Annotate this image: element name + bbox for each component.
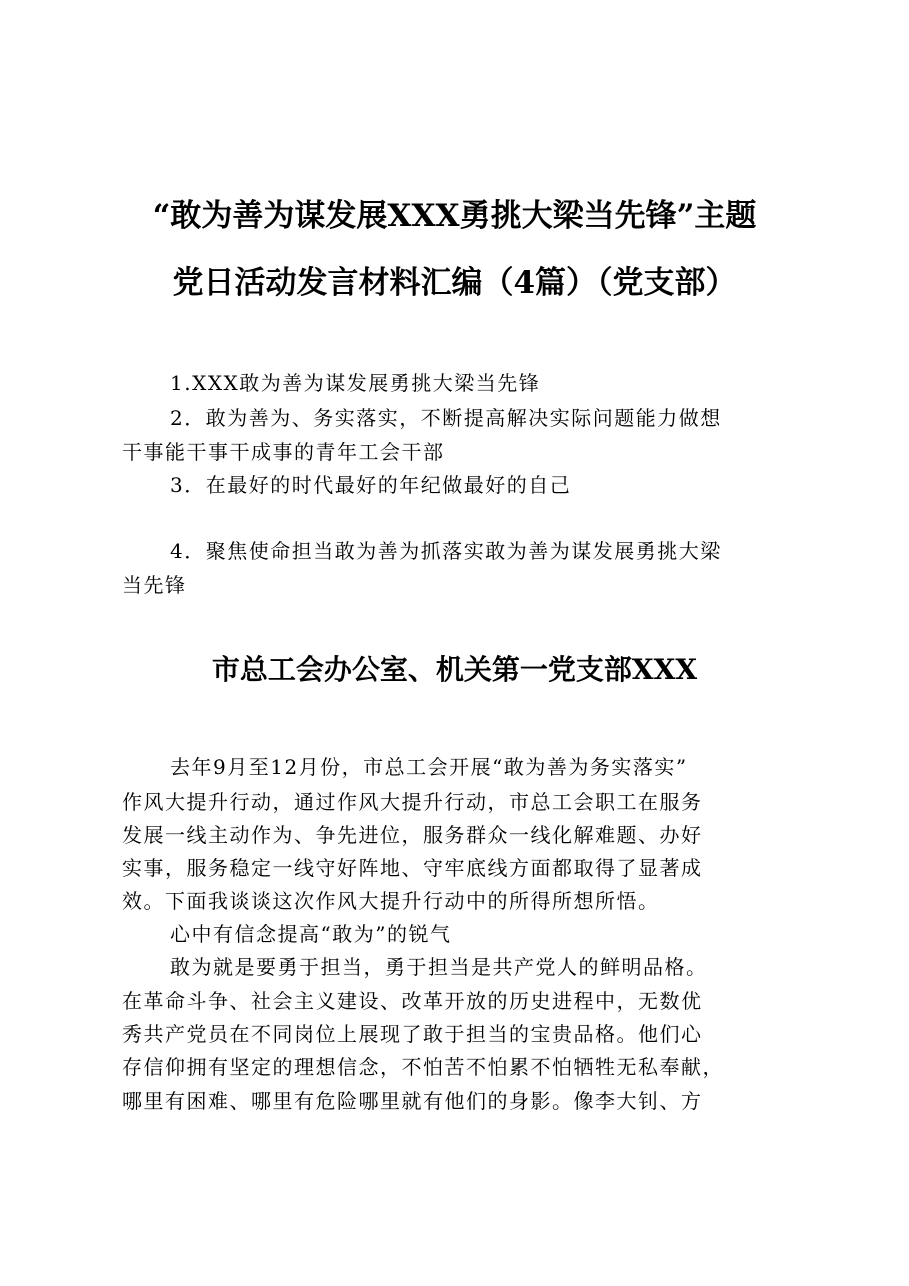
body-paragraph-1-line-4: 实事，服务稳定一线守好阵地、守牢底线方面都取得了显著成: [122, 856, 703, 880]
toc-item-1: 1.XXX敢为善为谋发展勇挑大梁当先锋: [170, 371, 541, 395]
toc-item-2-line-1: 2．敢为善为、务实落实，不断提高解决实际问题能力做想: [170, 406, 722, 430]
body-paragraph-2-line-2: 在革命斗争、社会主义建设、改革开放的历史进程中，无数优: [122, 989, 703, 1013]
body-paragraph-1-line-3: 发展一线主动作为、争先进位，服务群众一线化解难题、办好: [122, 823, 703, 847]
body-heading-1: 心中有信念提高“敢为”的锐气: [170, 922, 452, 946]
toc-item-3: 3．在最好的时代最好的年纪做最好的自己: [170, 473, 572, 497]
section-title: 市总工会办公室、机关第一党支部XXX: [211, 653, 698, 686]
body-paragraph-2-line-5: 哪里有困难、哪里有危险哪里就有他们的身影。像李大钊、方: [122, 1089, 703, 1113]
document-title-line-1: “敢为善为谋发展XXX勇挑大梁当先锋”主题: [152, 198, 757, 234]
body-paragraph-1-line-2: 作风大提升行动，通过作风大提升行动，市总工会职工在服务: [122, 790, 703, 814]
toc-item-4-line-2: 当先锋: [122, 573, 187, 597]
body-paragraph-2-line-4: 存信仰拥有坚定的理想信念，不怕苦不怕累不怕牺牲无私奉献，: [122, 1055, 724, 1079]
body-paragraph-2-line-1: 敢为就是要勇于担当，勇于担当是共产党人的鲜明品格。: [170, 955, 708, 979]
document-title-line-2: 党日活动发言材料汇编（4篇）（党支部）: [172, 265, 737, 301]
body-paragraph-2-line-3: 秀共产党员在不同岗位上展现了敢于担当的宝贵品格。他们心: [122, 1022, 703, 1046]
body-paragraph-1-line-1: 去年9月至12月份，市总工会开展“敢为善为务实落实”: [170, 755, 688, 779]
toc-item-2-line-2: 干事能干事干成事的青年工会干部: [122, 440, 445, 464]
toc-item-4-line-1: 4．聚焦使命担当敢为善为抓落实敢为善为谋发展勇挑大梁: [170, 539, 722, 563]
body-paragraph-1-line-5: 效。下面我谈谈这次作风大提升行动中的所得所想所悟。: [122, 889, 660, 913]
